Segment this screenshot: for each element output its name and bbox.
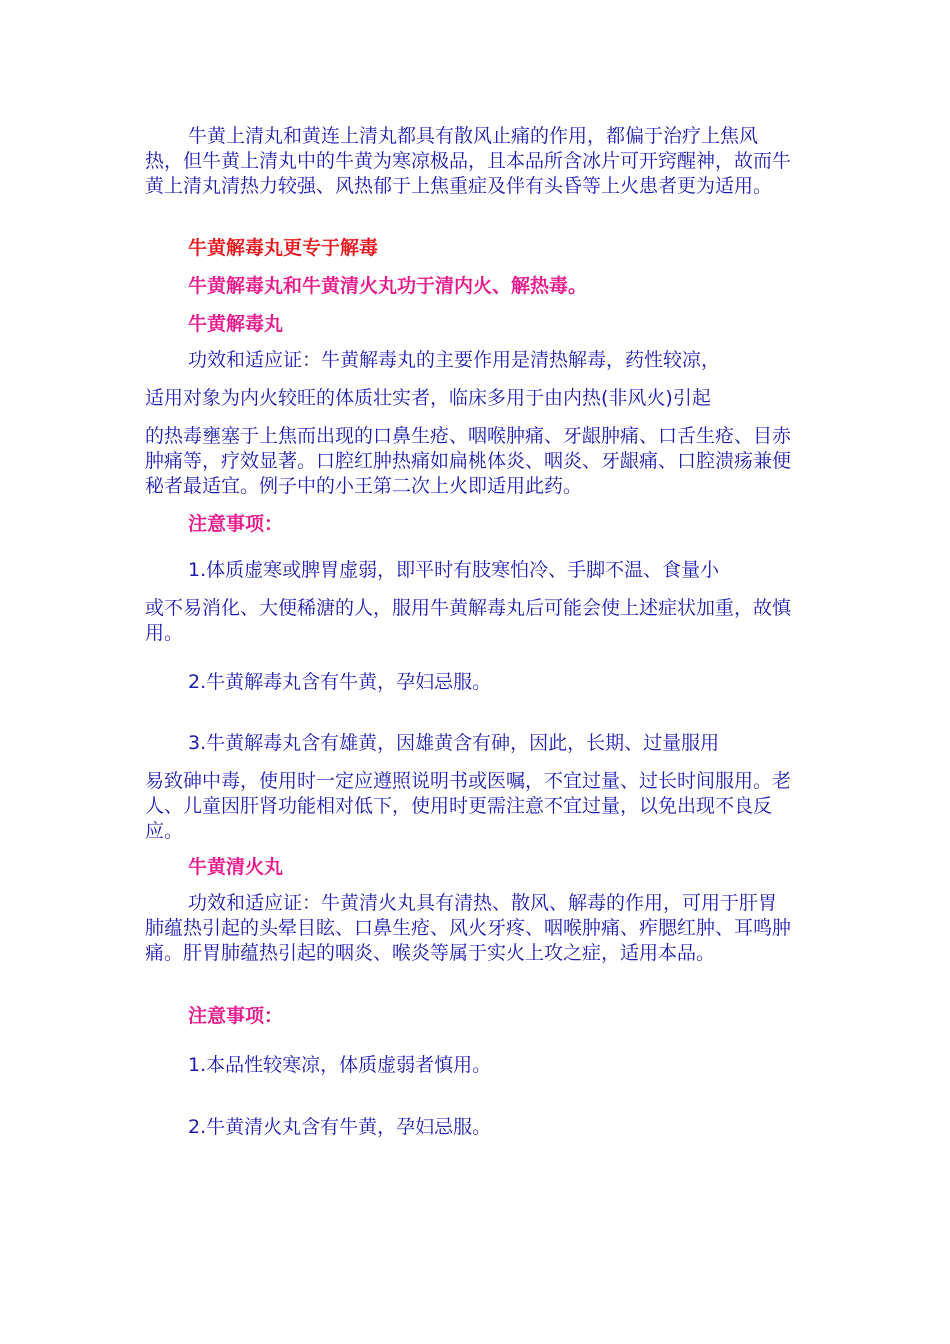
- section2-note2: 2.牛黄清火丸含有牛黄，孕妇忌服。: [188, 1116, 492, 1138]
- section1-note1-line1: 1.体质虚寒或脾胃虚弱，即平时有肢寒怕冷、手脚不温、食量小: [188, 559, 720, 581]
- heading-detox-focus: 牛黄解毒丸更专于解毒: [188, 237, 379, 259]
- section2-efficacy: 功效和适应证：牛黄清火丸具有清热、散风、解毒的作用，可用于肝胃肺蕴热引起的头晕目眩、口鼻生疮、风火牙疼、咽喉肿痛、痄腮红肿、耳鸣肿痛。肝胃肺蕴热引起的咽炎、喉炎等属于实火上攻之症，适用本品。: [145, 892, 792, 964]
- section1-efficacy-line1: 功效和适应证：牛黄解毒丸的主要作用是清热解毒，药性较凉，: [188, 349, 721, 371]
- section1-note3-line1: 3.牛黄解毒丸含有雄黄，因雄黄含有砷，因此，长期、过量服用: [188, 732, 720, 754]
- section1-efficacy-line2: 适用对象为内火较旺的体质壮实者，临床多用于由内热(非风火)引起: [145, 387, 711, 409]
- section2-title: 牛黄清火丸: [188, 856, 284, 878]
- intro-paragraph: 牛黄上清丸和黄连上清丸都具有散风止痛的作用，都偏于治疗上焦风热，但牛黄上清丸中的牛黄为寒凉极品，且本品所含冰片可开窍醒神，故而牛黄上清丸清热力较强、风热郁于上焦重症及伴有头昏等上火患者更为适用。: [145, 125, 792, 197]
- section1-note3-line2: 易致砷中毒，使用时一定应遵照说明书或医嘱，不宜过量、过长时间服用。老人、儿童因肝肾功能相对低下，使用时更需注意不宜过量，以免出现不良反应。: [145, 770, 792, 842]
- section1-efficacy-line3: 的热毒壅塞于上焦而出现的口鼻生疮、咽喉肿痛、牙龈肿痛、口舌生疮、目赤肿痛等，疗效显著。口腔红肿热痛如扁桃体炎、咽炎、牙龈痛、口腔溃疡兼便秘者最适宜。例子中的小王第二次上火即适用此药。: [145, 425, 792, 497]
- section1-notes-title: 注意事项：: [188, 513, 284, 535]
- heading-summary: 牛黄解毒丸和牛黄清火丸功于清内火、解热毒。: [188, 275, 588, 297]
- section2-note1: 1.本品性较寒凉，体质虚弱者慎用。: [188, 1054, 492, 1076]
- section2-notes-title: 注意事项：: [188, 1005, 284, 1027]
- section1-title: 牛黄解毒丸: [188, 313, 284, 335]
- section1-note2: 2.牛黄解毒丸含有牛黄，孕妇忌服。: [188, 671, 492, 693]
- section1-note1-line2: 或不易消化、大便稀溏的人，服用牛黄解毒丸后可能会使上述症状加重，故慎用。: [145, 597, 792, 644]
